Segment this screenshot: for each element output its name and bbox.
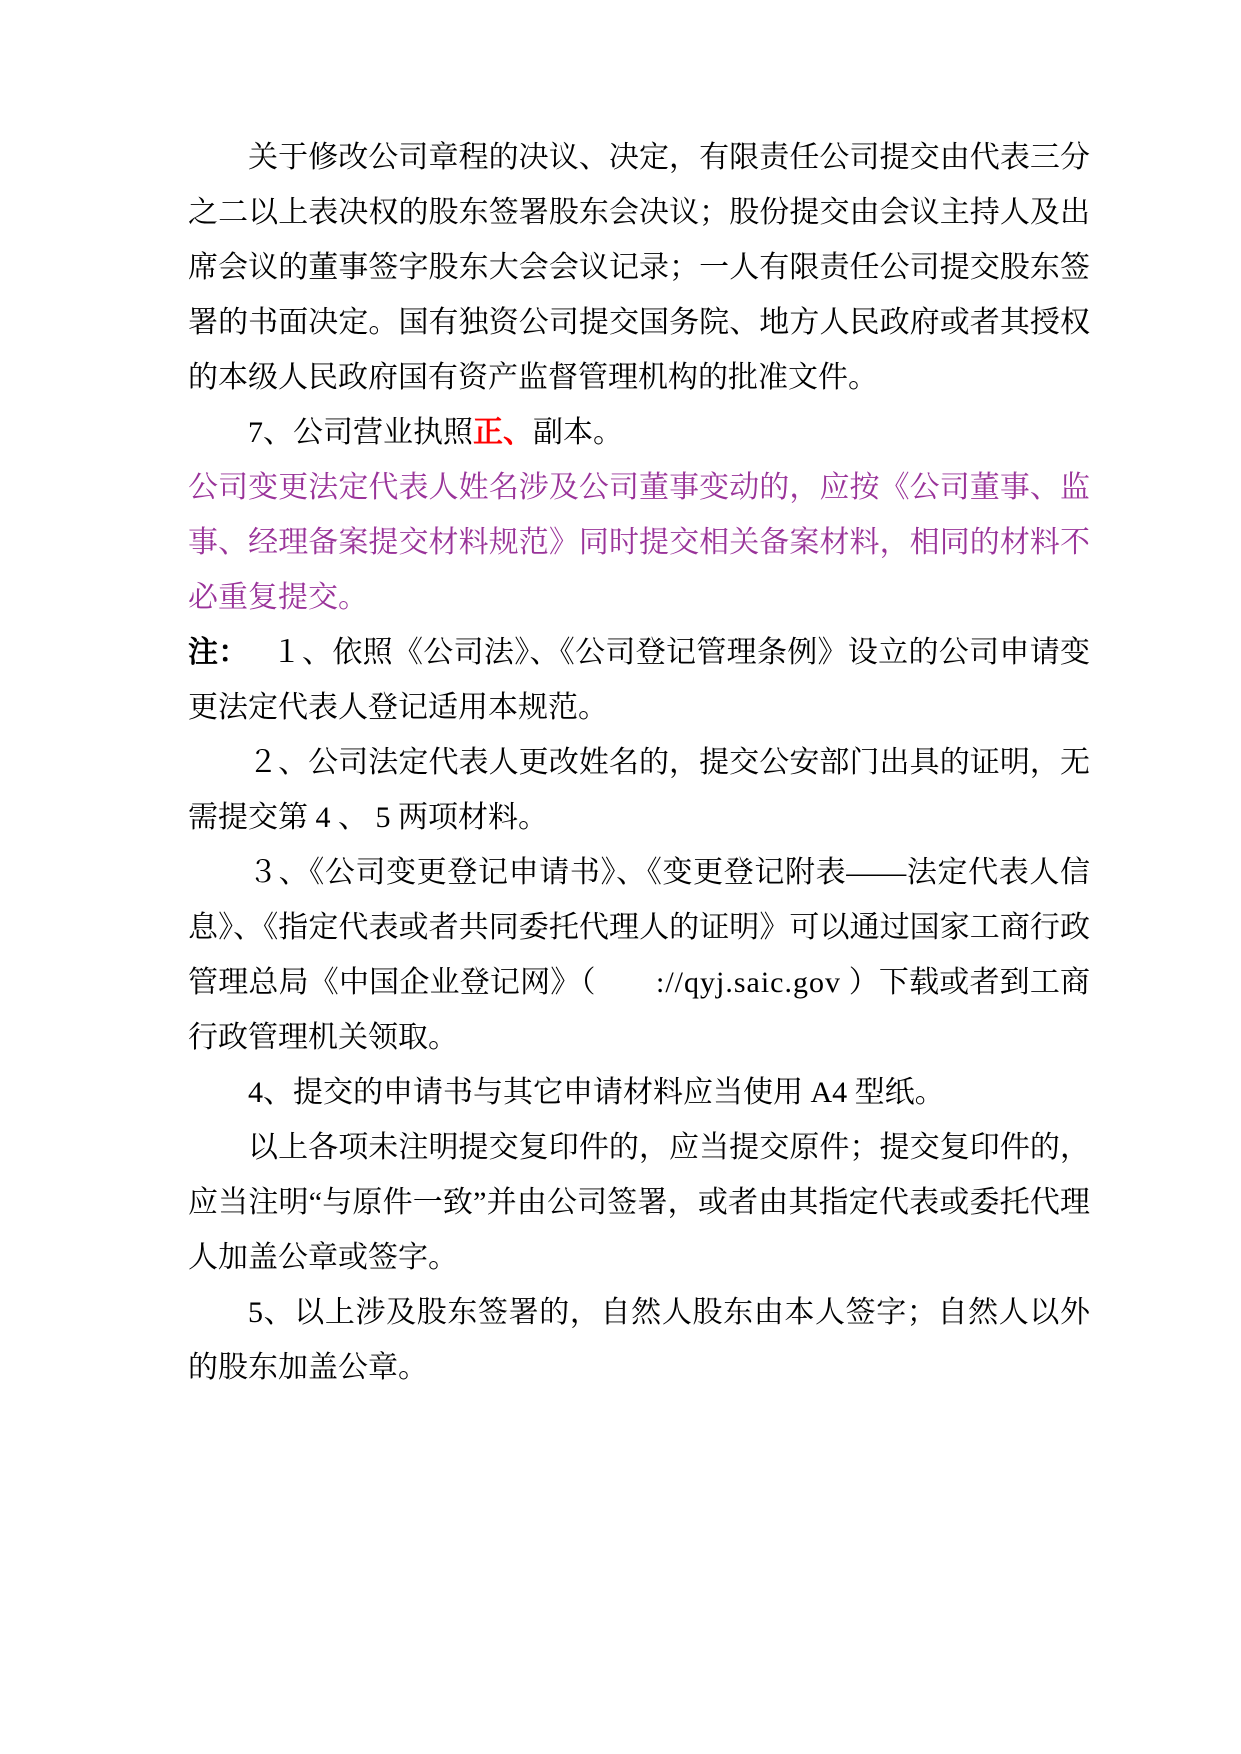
paragraph-note-1 <box>188 625 1090 735</box>
paragraph-director-change-filing-note: 公司变更法定代表人姓名涉及公司董事变动的，应按《公司董事、监事、经理备案提交材料规范》同时提交相关备案材料，相同的材料不必重复提交。 <box>188 471 1090 614</box>
business-license-text-after: 副本。 <box>533 416 623 449</box>
note-label: 注： <box>188 636 234 669</box>
paragraph-note-3-forms-download <box>188 845 1090 1065</box>
paragraph-amend-articles-resolution: 关于修改公司章程的决议、决定，有限责任公司提交由代表三分之二以上表决权的股东签署股东会决议；股份提交由会议主持人及出席会议的董事签字股东大会会议记录；一人有限责任公司提交股东签署的书面决定。国有独资公司提交国务院、地方人民政府或者其授权的本级人民政府国有资产监督管理机构的批准文件。 <box>188 141 1090 394</box>
paragraph-note-4-a4-paper: 4、提交的申请书与其它申请材料应当使用 A4 型纸。 <box>248 1076 945 1109</box>
note-3-text-after: ）下载或者到工商行政管理机关领取。 <box>188 966 1091 1054</box>
paragraph-note-2-name-change: ２、公司法定代表人更改姓名的，提交公安部门出具的证明，无需提交第 4 、 5 两项材料。 <box>188 746 1090 834</box>
paragraph-originals-and-copies: 以上各项未注明提交复印件的，应当提交原件；提交复印件的，应当注明“与原件一致”并由公司签署，或者由其指定代表或委托代理人加盖公章或签字。 <box>188 1131 1090 1274</box>
paragraph-business-license <box>188 405 1090 460</box>
note-1-text: １、依照《公司法》、《公司登记管理条例》设立的公司申请变更法定代表人登记适用本规范。 <box>188 636 1091 724</box>
business-license-text-before: 7、公司营业执照 <box>248 416 473 449</box>
paragraph-note-5-shareholder-signature: 5、以上涉及股东签署的，自然人股东由本人签字；自然人以外的股东加盖公章。 <box>188 1296 1090 1384</box>
note-3-text-before: ３、《公司变更登记申请书》、《变更登记附表——法定代表人信息》、《指定代表或者共同委托代理人的证明》可以通过国家工商行政管理总局《中国企业登记网》（ <box>188 856 1090 999</box>
registration-site-url: ://qyj.saic.gov <box>656 966 841 999</box>
business-license-red-highlight: 正、 <box>473 416 533 449</box>
